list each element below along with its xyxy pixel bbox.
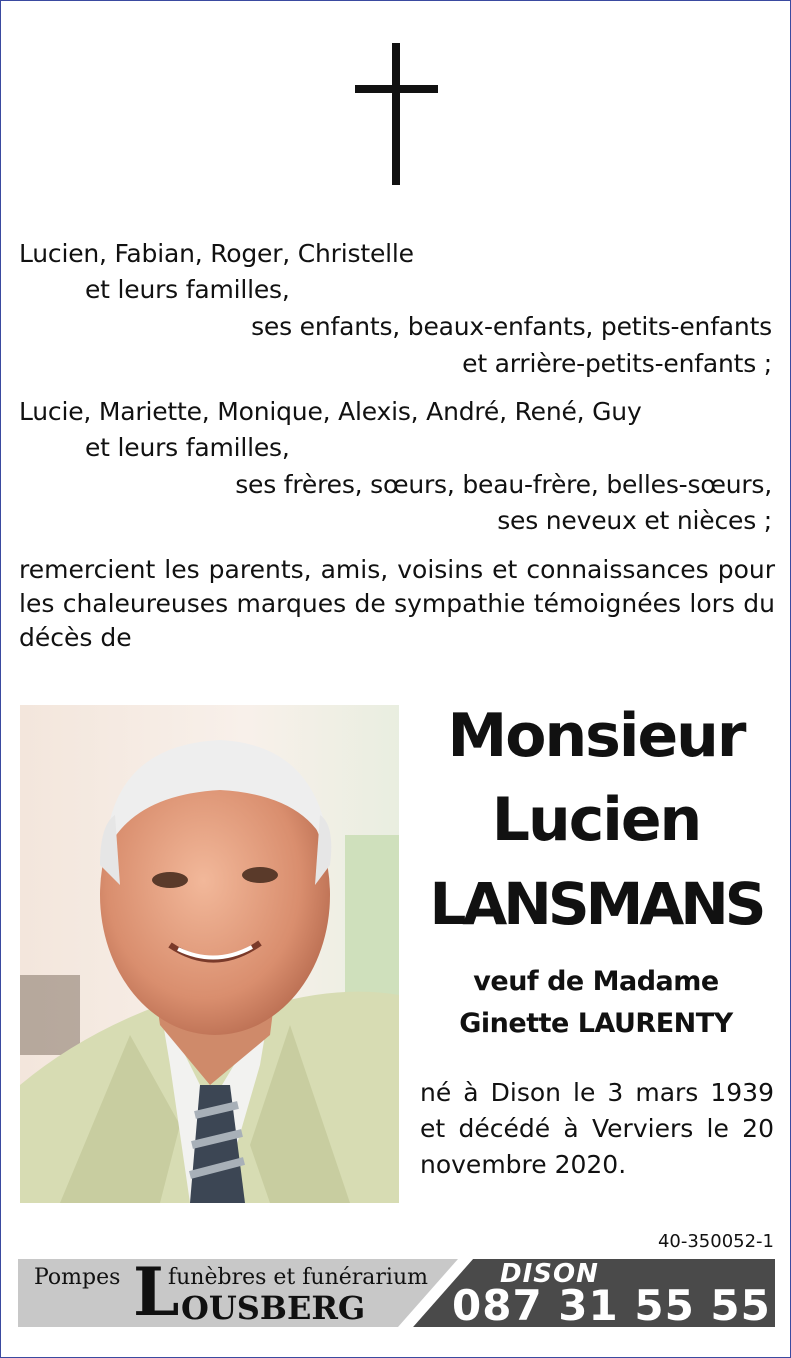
family-line: et leurs familles, bbox=[85, 275, 290, 304]
family-line: ses enfants, beaux-enfants, petits-enfants bbox=[251, 312, 772, 341]
widow-line: veuf de Madame bbox=[473, 966, 719, 997]
deceased-first-name: Lucien bbox=[491, 785, 701, 855]
family-line: Lucien, Fabian, Roger, Christelle bbox=[19, 239, 414, 268]
city-name: DISON bbox=[500, 1259, 599, 1289]
thanks-text: remercient les parents, amis, voisins et connaissances pour les chaleureuses marques de sympathie témoignées lors du décès de bbox=[19, 555, 775, 652]
deceased-last-name: LANSMANS bbox=[429, 870, 763, 938]
family-line: et arrière-petits-enfants ; bbox=[462, 349, 772, 378]
cross-icon-bar bbox=[355, 85, 438, 93]
ousberg-text: OUSBERG bbox=[181, 1289, 366, 1327]
family-line: et leurs familles, bbox=[85, 433, 290, 462]
phone-number: 087 31 55 55 bbox=[452, 1281, 771, 1330]
pompes-text: Pompes bbox=[34, 1265, 121, 1290]
funebres-text: funèbres et funérarium bbox=[168, 1265, 428, 1290]
title-monsieur: Monsieur bbox=[447, 701, 745, 771]
family-line: ses neveux et nièces ; bbox=[497, 506, 772, 535]
funeral-home-banner bbox=[18, 1253, 775, 1331]
family-line: Lucie, Mariette, Monique, Alexis, André, René, Guy bbox=[19, 397, 642, 426]
family-line: ses frères, sœurs, beau-frère, belles-sœurs, bbox=[235, 470, 772, 499]
reference-number: 40-350052-1 bbox=[657, 1231, 774, 1252]
widow-line: Ginette LAURENTY bbox=[459, 1008, 733, 1039]
logo-letter-l: L bbox=[133, 1253, 180, 1331]
cross-icon bbox=[392, 43, 400, 185]
bio-text: né à Dison le 3 mars 1939 et décédé à Verviers le 20 novembre 2020. bbox=[420, 1078, 774, 1179]
deceased-photo bbox=[20, 705, 399, 1203]
